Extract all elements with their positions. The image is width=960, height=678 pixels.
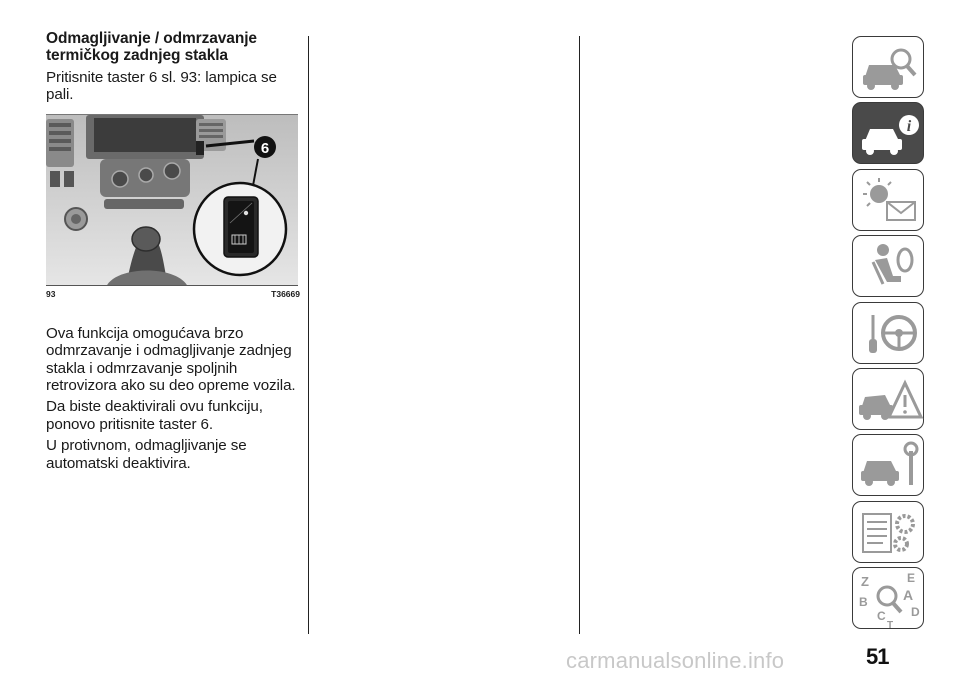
section-title: Odmagljivanje / odmrzavanje termičkog zadnjeg stakla [46,30,257,64]
svg-text:i: i [906,118,912,136]
body-paragraph-3: U protivnom, odmagljivanje se automatski deaktivira. [46,437,247,472]
svg-text:B: B [859,595,868,610]
light-envelope-icon [853,170,925,232]
watermark: carmanualsonline.info [566,648,785,673]
figure-caption [46,289,300,305]
figure-number: 93 [46,288,56,299]
index-magnifier-icon [853,568,925,630]
body-paragraph-2: Da biste deaktivirali ovu funkciju, ponovo pritisnite taster 6. [46,398,263,433]
airbag-person-icon [853,236,925,298]
tab-car-wrench[interactable] [852,434,924,496]
tab-specs-gears[interactable] [852,501,924,563]
tab-light-envelope[interactable] [852,169,924,231]
column-divider-2 [579,36,580,634]
svg-text:C: C [877,609,886,624]
svg-text:E: E [907,571,916,586]
car-info-icon [853,103,925,165]
figure-dashboard-photo [46,114,298,286]
chapter-tabs [852,36,924,634]
key-steering-wheel-icon [853,303,925,365]
car-warning-triangle-icon [853,369,925,431]
body-paragraph-1: Ova funkcija omogućava brzo odmrzavanje i odmagljivanje zadnjeg stakla i odmrzavanje spoljnih retrovizora ako su deo opreme vozila. [46,324,296,395]
specs-gears-icon [853,502,925,564]
tab-key-steering-wheel[interactable] [852,302,924,364]
tab-car-magnifier[interactable] [852,36,924,98]
svg-text:Z: Z [861,574,869,590]
svg-text:D: D [911,605,920,620]
page-number: 51 [866,644,889,669]
tab-car-info[interactable] [852,102,924,164]
tab-airbag-person[interactable] [852,235,924,297]
svg-text:A: A [903,587,914,604]
text-column [46,30,300,472]
svg-text:T: T [887,620,894,631]
dashboard-illustration [46,115,298,286]
tab-car-warning-triangle[interactable] [852,368,924,430]
car-wrench-icon [853,435,925,497]
column-divider-1 [308,36,309,634]
figure-code: T36669 [271,288,300,299]
car-magnifier-icon [853,37,925,99]
tab-index[interactable] [852,567,924,629]
body-text [46,325,300,472]
intro-paragraph: Pritisnite taster 6 sl. 93: lampica se pali. [46,69,277,104]
callout-number: 6 [260,139,270,157]
